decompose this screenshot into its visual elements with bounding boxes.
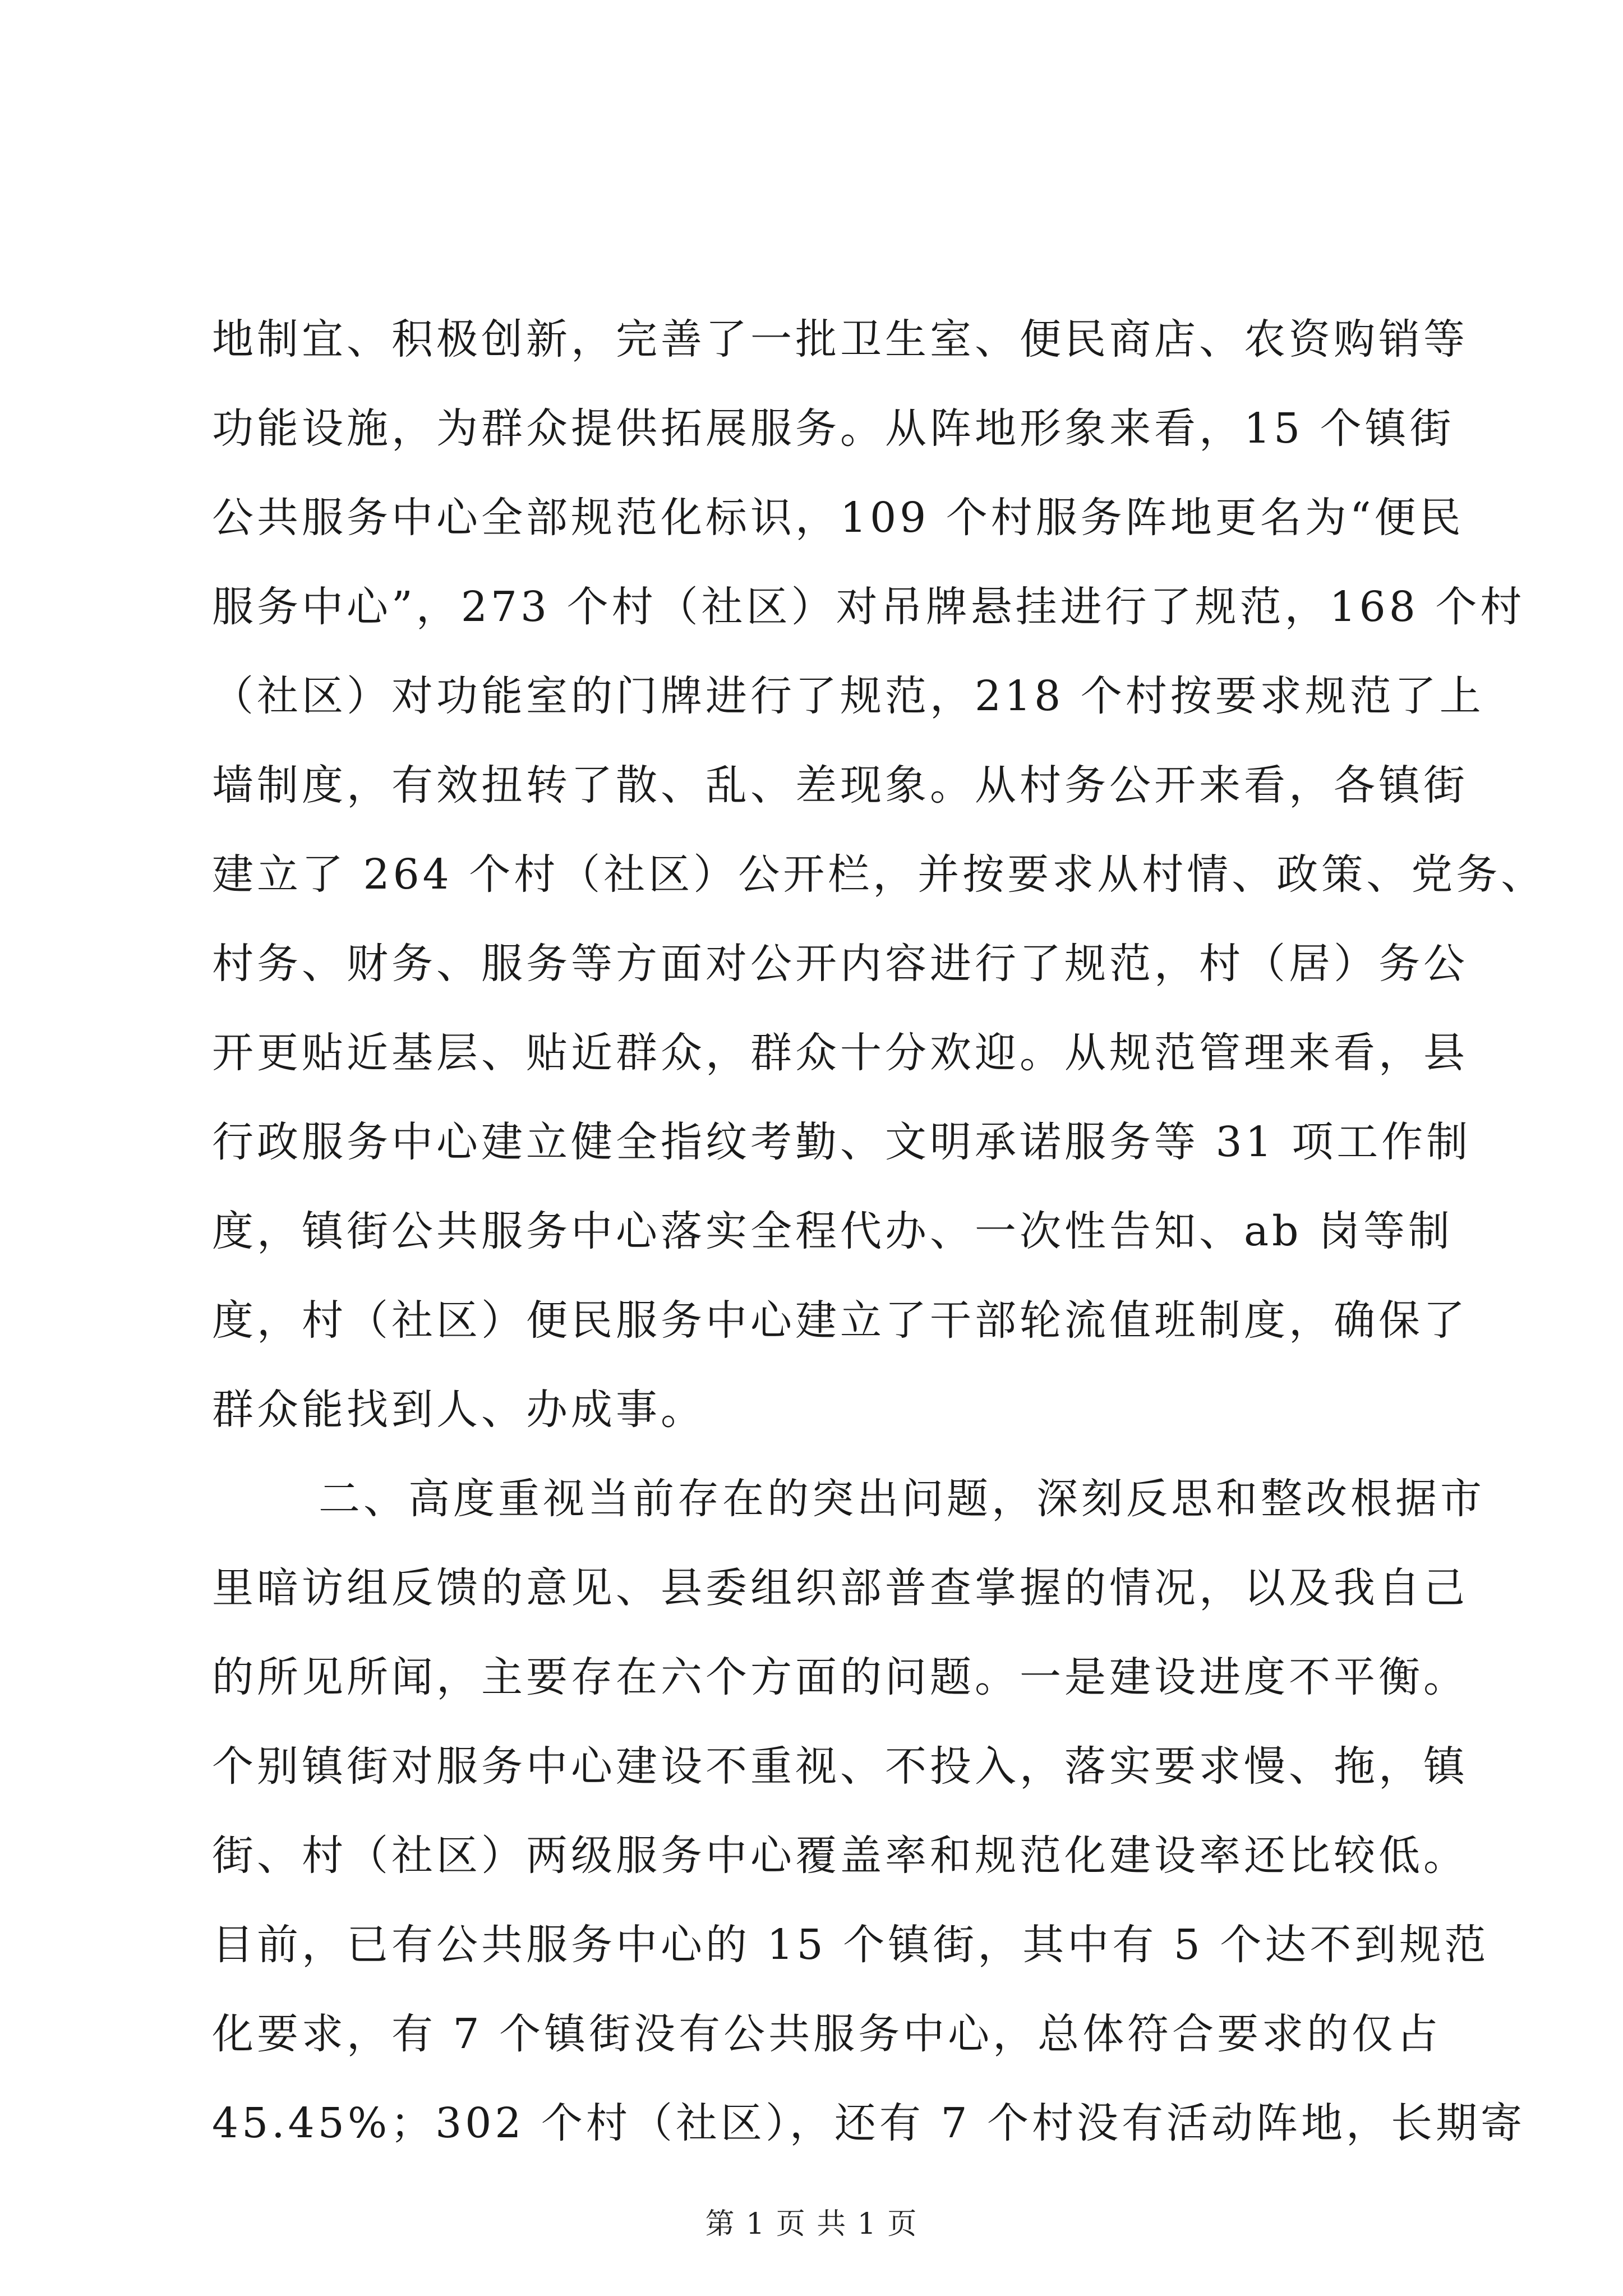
body-text-line: 化要求，有 7 个镇街没有公共服务中心，总体符合要求的仅占	[212, 2010, 1442, 2058]
page-footer: 第 1 页 共 1 页	[705, 2207, 918, 2241]
body-text-line: 建立了 264 个村（社区）公开栏，并按要求从村情、政策、党务、	[212, 850, 1546, 899]
body-text-line: 村务、财务、服务等方面对公开内容进行了规范，村（居）务公	[212, 940, 1468, 988]
body-text-line: 度，村（社区）便民服务中心建立了干部轮流值班制度，确保了	[212, 1296, 1468, 1345]
body-text-line: 地制宜、积极创新，完善了一批卫生室、便民商店、农资购销等	[212, 315, 1468, 364]
body-text-line: 45.45%；302 个村（社区），还有 7 个村没有活动阵地，长期寄	[212, 2099, 1526, 2147]
body-text-line: 目前，已有公共服务中心的 15 个镇街，其中有 5 个达不到规范	[212, 1921, 1490, 1969]
body-text-line: 里暗访组反馈的意见、县委组织部普查掌握的情况，以及我自己	[212, 1564, 1468, 1612]
body-text-line: 度，镇街公共服务中心落实全程代办、一次性告知、ab 岗等制	[212, 1207, 1454, 1255]
body-text-line: 个别镇街对服务中心建设不重视、不投入，落实要求慢、拖，镇	[212, 1742, 1468, 1791]
body-text-line: 墙制度，有效扭转了散、乱、差现象。从村务公开来看，各镇街	[212, 761, 1468, 809]
body-text-line: 行政服务中心建立健全指纹考勤、文明承诺服务等 31 项工作制	[212, 1118, 1472, 1166]
body-text-line: 群众能找到人、办成事。	[212, 1386, 706, 1434]
body-text-line: 开更贴近基层、贴近群众，群众十分欢迎。从规范管理来看，县	[212, 1029, 1468, 1077]
body-text-line: 公共服务中心全部规范化标识，109 个村服务阵地更名为“便民	[212, 494, 1464, 542]
body-text-line: 的所见所闻，主要存在六个方面的问题。一是建设进度不平衡。	[212, 1653, 1468, 1701]
body-text-line: 服务中心”，273 个村（社区）对吊牌悬挂进行了规范，168 个村	[212, 583, 1525, 631]
body-text-line: 功能设施，为群众提供拓展服务。从阵地形象来看，15 个镇街	[212, 404, 1455, 453]
paragraph-first-line: 二、高度重视当前存在的突出问题，深刻反思和整改根据市	[319, 1475, 1485, 1523]
body-text-line: （社区）对功能室的门牌进行了规范，218 个村按要求规范了上	[212, 672, 1484, 720]
body-text-line: 街、村（社区）两级服务中心覆盖率和规范化建设率还比较低。	[212, 1832, 1468, 1880]
